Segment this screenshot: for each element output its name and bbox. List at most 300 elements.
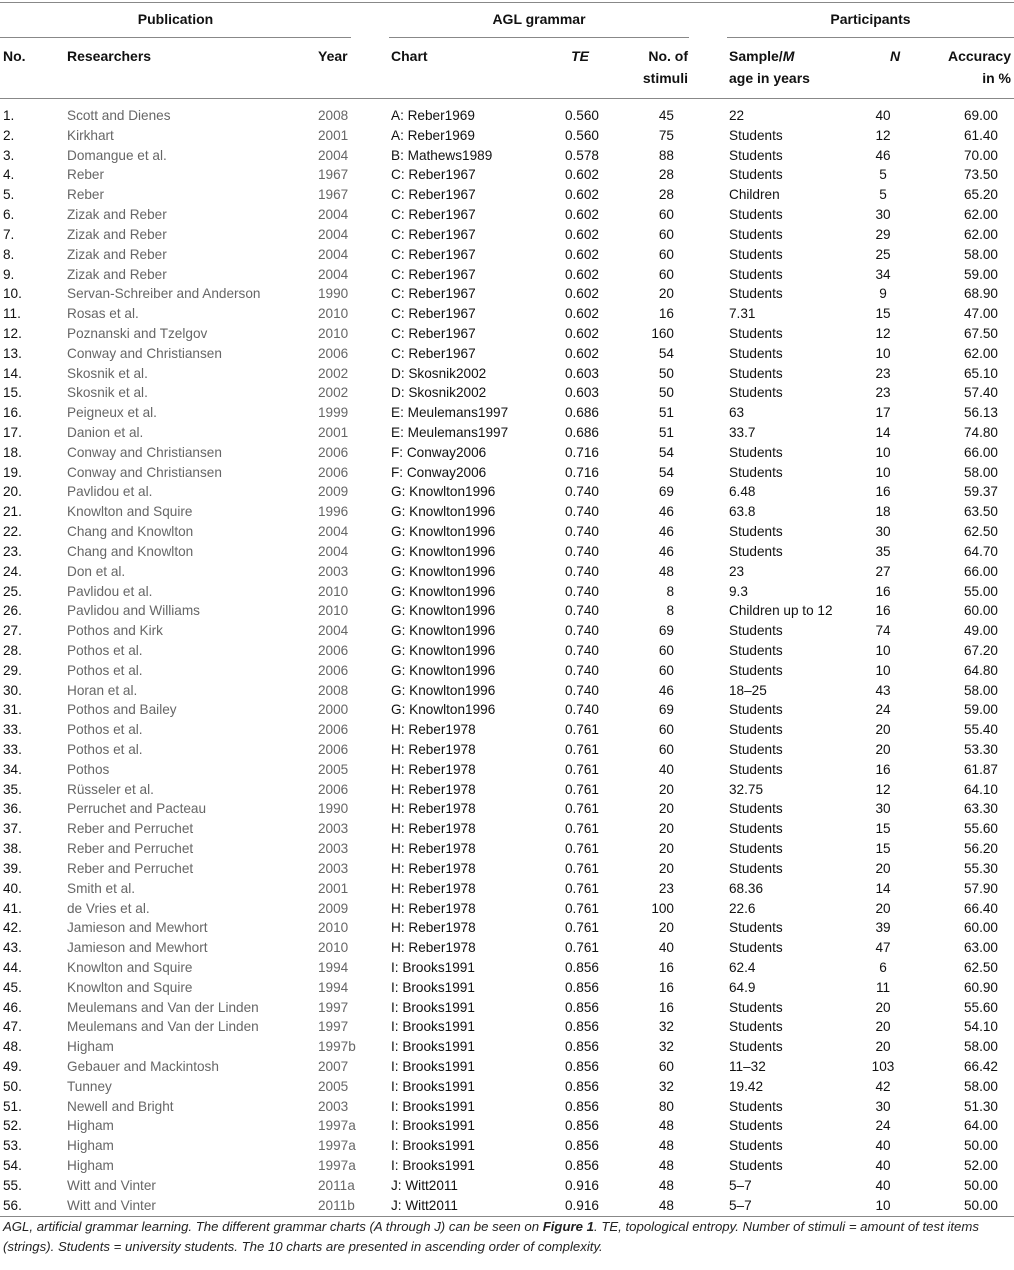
accuracy-cell: 66.42 — [963, 1059, 998, 1074]
n-cell: 10 — [875, 464, 891, 480]
sample-cell: Students — [729, 1158, 783, 1174]
table-row — [0, 185, 1014, 205]
table-row — [0, 918, 1014, 938]
sample-cell: 22.6 — [729, 900, 756, 916]
table-row — [0, 899, 1014, 919]
year-cell: 2003 — [318, 1098, 349, 1114]
year-cell: 1967 — [318, 187, 349, 203]
n-cell: 74 — [875, 623, 891, 639]
te-cell: 0.740 — [564, 583, 599, 599]
accuracy-cell: 66.40 — [963, 900, 998, 916]
stimuli-cell: 60 — [658, 226, 674, 242]
n-cell: 20 — [875, 860, 891, 876]
n-cell: 42 — [875, 1078, 891, 1094]
chart-cell: D: Skosnik2002 — [391, 365, 487, 381]
researchers-cell: Gebauer and Mackintosh — [67, 1059, 219, 1074]
stimuli-cell: 69 — [658, 484, 674, 500]
table-row — [0, 106, 1014, 126]
stimuli-cell: 16 — [658, 306, 674, 322]
table-row — [0, 1037, 1014, 1057]
n-cell: 16 — [875, 603, 891, 619]
table-row — [0, 958, 1014, 978]
sample-cell: Students — [729, 543, 783, 559]
n-cell: 10 — [875, 1197, 891, 1213]
chart-cell: G: Knowlton1996 — [391, 583, 496, 599]
stimuli-cell: 46 — [658, 682, 674, 698]
te-cell: 0.602 — [564, 246, 599, 262]
te-cell: 0.602 — [564, 266, 599, 282]
year-cell: 1990 — [318, 286, 349, 302]
row-number: 49. — [3, 1059, 22, 1074]
stimuli-cell: 54 — [658, 345, 674, 361]
researchers-cell: Pothos — [67, 761, 110, 777]
chart-cell: G: Knowlton1996 — [391, 603, 496, 619]
accuracy-cell: 63.00 — [963, 940, 998, 956]
sample-cell: Students — [729, 662, 783, 678]
year-cell: 1994 — [318, 959, 349, 975]
chart-cell: C: Reber1967 — [391, 226, 476, 242]
n-cell: 14 — [875, 425, 891, 440]
stimuli-cell: 54 — [658, 444, 674, 460]
table-row — [0, 839, 1014, 859]
year-cell: 2003 — [318, 841, 349, 857]
table-row — [0, 661, 1014, 681]
table-row — [0, 324, 1014, 344]
accuracy-cell: 58.00 — [963, 1039, 998, 1055]
row-number: 51. — [3, 1098, 22, 1114]
year-cell: 2010 — [318, 306, 349, 322]
te-cell: 0.856 — [564, 999, 599, 1015]
sample-cell: Students — [729, 920, 783, 936]
table-row — [0, 423, 1014, 443]
row-number: 3. — [3, 147, 15, 163]
researchers-cell: Perruchet and Pacteau — [67, 801, 207, 817]
table-row — [0, 978, 1014, 998]
chart-cell: C: Reber1967 — [391, 325, 476, 341]
chart-cell: C: Reber1967 — [391, 286, 476, 302]
te-cell: 0.740 — [564, 682, 599, 698]
accuracy-cell: 60.90 — [963, 979, 998, 995]
researchers-cell: Rüsseler et al. — [67, 781, 154, 797]
accuracy-cell: 51.30 — [963, 1098, 998, 1114]
year-cell: 1997a — [318, 1138, 356, 1154]
stimuli-cell: 54 — [658, 464, 674, 480]
te-cell: 0.578 — [564, 147, 599, 163]
accuracy-cell: 64.80 — [963, 662, 998, 678]
row-number: 9. — [3, 266, 15, 282]
row-number: 5. — [3, 187, 15, 203]
sample-cell: 33.7 — [729, 425, 756, 440]
researchers-cell: Reber and Perruchet — [67, 860, 194, 876]
te-cell: 0.856 — [564, 1118, 599, 1134]
sample-cell: 68.36 — [729, 880, 764, 896]
n-cell: 12 — [875, 781, 891, 797]
te-cell: 0.856 — [564, 1078, 599, 1094]
te-cell: 0.761 — [564, 742, 599, 757]
year-cell: 2005 — [318, 761, 349, 777]
te-cell: 0.761 — [564, 900, 599, 916]
n-cell: 29 — [875, 226, 891, 242]
group-header-agl-grammar: AGL grammar — [492, 11, 586, 27]
researchers-cell: Knowlton and Squire — [67, 959, 193, 975]
table-row — [0, 463, 1014, 483]
year-cell: 2004 — [318, 524, 349, 540]
accuracy-cell: 59.37 — [963, 484, 998, 500]
chart-cell: C: Reber1967 — [391, 187, 476, 203]
stimuli-cell: 32 — [658, 1078, 674, 1094]
table-row — [0, 364, 1014, 384]
table-row — [0, 720, 1014, 740]
chart-cell: G: Knowlton1996 — [391, 563, 496, 579]
year-cell: 1997b — [318, 1039, 356, 1055]
researchers-cell: Scott and Dienes — [67, 108, 171, 123]
sample-m-label: M — [782, 48, 795, 64]
year-cell: 2006 — [318, 464, 349, 480]
row-number: 46. — [3, 999, 22, 1015]
researchers-cell: Meulemans and Van der Linden — [67, 1019, 259, 1035]
chart-cell: I: Brooks1991 — [391, 1118, 475, 1134]
sample-cell: Children — [729, 187, 780, 203]
year-cell: 1996 — [318, 504, 349, 520]
researchers-cell: Reber — [67, 187, 105, 203]
accuracy-cell: 64.10 — [963, 781, 998, 797]
researchers-cell: Pavlidou et al. — [67, 583, 153, 599]
sample-cell: 5–7 — [729, 1177, 752, 1193]
row-number: 7. — [3, 226, 15, 242]
accuracy-cell: 58.00 — [963, 246, 998, 262]
row-number: 25. — [3, 583, 22, 599]
sample-cell: Students — [729, 821, 783, 837]
table-row — [0, 1136, 1014, 1156]
table-row — [0, 482, 1014, 502]
accuracy-cell: 64.70 — [963, 543, 998, 559]
row-number: 17. — [3, 425, 22, 440]
researchers-cell: Reber and Perruchet — [67, 821, 194, 837]
chart-cell: G: Knowlton1996 — [391, 623, 496, 639]
year-cell: 2003 — [318, 860, 349, 876]
chart-cell: G: Knowlton1996 — [391, 702, 496, 718]
researchers-cell: Higham — [67, 1039, 114, 1055]
row-number: 16. — [3, 405, 22, 421]
row-number: 39. — [3, 860, 22, 876]
te-cell: 0.761 — [564, 722, 599, 738]
table-row — [0, 383, 1014, 403]
te-cell: 0.686 — [564, 425, 599, 440]
table-row — [0, 1097, 1014, 1117]
year-cell: 2004 — [318, 266, 349, 282]
stimuli-cell: 60 — [658, 742, 674, 757]
te-cell: 0.856 — [564, 1059, 599, 1074]
sample-cell: Students — [729, 207, 783, 223]
n-cell: 10 — [875, 345, 891, 361]
accuracy-cell: 55.60 — [963, 821, 998, 837]
sample-cell: 63.8 — [729, 504, 756, 520]
year-cell: 2001 — [318, 880, 349, 896]
researchers-cell: Higham — [67, 1138, 114, 1154]
year-cell: 2005 — [318, 1078, 349, 1094]
row-number: 45. — [3, 979, 22, 995]
researchers-cell: Reber and Perruchet — [67, 841, 194, 857]
accuracy-cell: 58.00 — [963, 682, 998, 698]
n-cell: 20 — [875, 742, 891, 757]
sample-cell: Students — [729, 1098, 783, 1114]
table-row — [0, 304, 1014, 324]
accuracy-cell: 60.00 — [963, 603, 998, 619]
col-header-stimuli — [620, 45, 688, 89]
stimuli-cell: 20 — [658, 801, 674, 817]
sample-cell: Students — [729, 801, 783, 817]
te-cell: 0.716 — [564, 444, 599, 460]
year-cell: 2006 — [318, 444, 349, 460]
footnote-text-1: AGL, artificial grammar learning. The different grammar charts (A through J) can be seen on — [3, 1219, 543, 1234]
n-cell: 30 — [875, 207, 891, 223]
stimuli-cell: 48 — [658, 1138, 674, 1154]
n-cell: 18 — [875, 504, 891, 520]
sample-cell: 62.4 — [729, 959, 756, 975]
n-cell: 23 — [875, 365, 891, 381]
row-number: 26. — [3, 603, 22, 619]
year-cell: 2006 — [318, 662, 349, 678]
n-cell: 9 — [879, 286, 887, 302]
row-number: 33. — [3, 742, 22, 757]
row-number: 1. — [3, 108, 15, 123]
sample-cell: Students — [729, 860, 783, 876]
year-cell: 2004 — [318, 147, 349, 163]
chart-cell: F: Conway2006 — [391, 444, 487, 460]
n-cell: 43 — [875, 682, 891, 698]
stimuli-cell: 16 — [658, 999, 674, 1015]
n-cell: 40 — [875, 1138, 891, 1154]
n-cell: 10 — [875, 642, 891, 658]
chart-cell: H: Reber1978 — [391, 920, 476, 936]
row-number: 14. — [3, 365, 22, 381]
stimuli-cell: 46 — [658, 504, 674, 520]
chart-cell: I: Brooks1991 — [391, 1138, 475, 1154]
col-header-year: Year — [318, 48, 348, 64]
n-cell: 15 — [875, 841, 891, 857]
chart-cell: I: Brooks1991 — [391, 999, 475, 1015]
sample-cell: Students — [729, 246, 783, 262]
year-cell: 2003 — [318, 821, 349, 837]
year-cell: 2006 — [318, 345, 349, 361]
sample-cell: Students — [729, 167, 783, 183]
researchers-cell: Jamieson and Mewhort — [67, 920, 208, 936]
te-cell: 0.856 — [564, 979, 599, 995]
n-cell: 103 — [871, 1059, 895, 1074]
year-cell: 1990 — [318, 801, 349, 817]
year-cell: 1997a — [318, 1158, 356, 1174]
year-cell: 2000 — [318, 702, 349, 718]
stimuli-cell: 100 — [651, 900, 674, 916]
table-footnote — [3, 1217, 1008, 1257]
te-cell: 0.856 — [564, 1158, 599, 1174]
researchers-cell: Zizak and Reber — [67, 266, 167, 282]
sample-cell: Students — [729, 761, 783, 777]
accuracy-cell: 50.00 — [963, 1197, 998, 1213]
sample-cell: Students — [729, 841, 783, 857]
table-row — [0, 601, 1014, 621]
researchers-cell: Higham — [67, 1118, 114, 1134]
table-row — [0, 443, 1014, 463]
chart-cell: I: Brooks1991 — [391, 1158, 475, 1174]
n-cell: 25 — [875, 246, 891, 262]
sample-cell: Students — [729, 1019, 783, 1035]
sample-cell: Students — [729, 385, 783, 401]
row-number: 53. — [3, 1138, 22, 1154]
year-cell: 2004 — [318, 543, 349, 559]
te-cell: 0.740 — [564, 524, 599, 540]
te-label: TE — [571, 48, 589, 64]
col-header-te — [530, 45, 589, 67]
accuracy-cell: 62.00 — [963, 345, 998, 361]
table-row — [0, 799, 1014, 819]
n-cell: 30 — [875, 801, 891, 817]
table-row — [0, 502, 1014, 522]
table-row — [0, 126, 1014, 146]
stimuli-cell: 40 — [658, 940, 674, 956]
n-cell: 6 — [879, 959, 887, 975]
chart-cell: I: Brooks1991 — [391, 1039, 475, 1055]
year-cell: 2010 — [318, 325, 349, 341]
researchers-cell: Skosnik et al. — [67, 365, 148, 381]
col-header-accuracy-line1: Accuracy — [947, 48, 1011, 64]
row-number: 27. — [3, 623, 22, 639]
row-number: 56. — [3, 1197, 22, 1213]
table-row — [0, 1156, 1014, 1176]
te-cell: 0.560 — [564, 108, 599, 123]
sample-cell: Students — [729, 365, 783, 381]
stimuli-cell: 20 — [658, 821, 674, 837]
row-number: 43. — [3, 940, 22, 956]
accuracy-cell: 67.50 — [963, 325, 998, 341]
researchers-cell: Conway and Christiansen — [67, 464, 222, 480]
sample-cell: Students — [729, 1138, 783, 1154]
sample-cell: Students — [729, 345, 783, 361]
year-cell: 2006 — [318, 642, 349, 658]
stimuli-cell: 51 — [658, 425, 674, 440]
chart-cell: A: Reber1969 — [391, 108, 475, 123]
footnote-figure-link[interactable]: Figure 1 — [542, 1219, 594, 1234]
table-row — [0, 562, 1014, 582]
researchers-cell: Reber — [67, 167, 105, 183]
n-cell: 24 — [875, 702, 891, 718]
chart-cell: H: Reber1978 — [391, 900, 476, 916]
n-cell: 20 — [875, 1019, 891, 1035]
table-row — [0, 938, 1014, 958]
table-row — [0, 641, 1014, 661]
te-cell: 0.740 — [564, 563, 599, 579]
col-header-accuracy — [920, 45, 1011, 89]
stimuli-cell: 48 — [658, 1197, 674, 1213]
stimuli-cell: 60 — [658, 722, 674, 738]
te-cell: 0.916 — [564, 1177, 599, 1193]
footnote-text-2: . TE, topological entropy. Number of stimuli = amount of test items (strings). Students = university students. The 10 charts are presented in ascending order of complexity. — [3, 1219, 979, 1254]
n-cell: 20 — [875, 999, 891, 1015]
stimuli-cell: 20 — [658, 286, 674, 302]
stimuli-cell: 32 — [658, 1039, 674, 1055]
researchers-cell: de Vries et al. — [67, 900, 150, 916]
year-cell: 2007 — [318, 1059, 349, 1074]
researchers-cell: Pothos and Kirk — [67, 623, 163, 639]
researchers-cell: Skosnik et al. — [67, 385, 148, 401]
te-cell: 0.740 — [564, 662, 599, 678]
stimuli-cell: 16 — [658, 979, 674, 995]
te-cell: 0.740 — [564, 623, 599, 639]
te-cell: 0.761 — [564, 920, 599, 936]
year-cell: 2008 — [318, 108, 349, 123]
row-number: 36. — [3, 801, 22, 817]
sample-cell: 22 — [729, 108, 745, 123]
chart-cell: A: Reber1969 — [391, 127, 475, 143]
table-row — [0, 819, 1014, 839]
row-number: 35. — [3, 781, 22, 797]
researchers-cell: Pothos et al. — [67, 642, 143, 658]
n-cell: 24 — [875, 1118, 891, 1134]
accuracy-cell: 59.00 — [963, 702, 998, 718]
chart-cell: H: Reber1978 — [391, 880, 476, 896]
stimuli-cell: 60 — [658, 266, 674, 282]
stimuli-cell: 50 — [658, 385, 674, 401]
accuracy-cell: 60.00 — [963, 920, 998, 936]
n-cell: 20 — [875, 1039, 891, 1055]
year-cell: 2008 — [318, 682, 349, 698]
n-cell: 10 — [875, 662, 891, 678]
chart-cell: H: Reber1978 — [391, 821, 476, 837]
row-number: 34. — [3, 761, 22, 777]
n-cell: 5 — [879, 187, 887, 203]
stimuli-cell: 46 — [658, 543, 674, 559]
row-number: 41. — [3, 900, 22, 916]
sample-cell: Students — [729, 742, 783, 757]
sample-cell: 5–7 — [729, 1197, 752, 1213]
te-cell: 0.740 — [564, 504, 599, 520]
sample-cell: 18–25 — [729, 682, 767, 698]
te-cell: 0.761 — [564, 781, 599, 797]
sample-cell: Students — [729, 999, 783, 1015]
table-row — [0, 542, 1014, 562]
table-row — [0, 1116, 1014, 1136]
year-cell: 1997 — [318, 1019, 349, 1035]
col-header-n — [872, 45, 918, 67]
stimuli-cell: 20 — [658, 781, 674, 797]
accuracy-cell: 50.00 — [963, 1177, 998, 1193]
n-cell: 40 — [875, 1158, 891, 1174]
researchers-cell: Knowlton and Squire — [67, 979, 193, 995]
year-cell: 2004 — [318, 246, 349, 262]
year-cell: 2010 — [318, 940, 349, 956]
chart-cell: H: Reber1978 — [391, 742, 476, 757]
researchers-cell: Pothos and Bailey — [67, 702, 177, 718]
accuracy-cell: 55.30 — [963, 860, 998, 876]
accuracy-cell: 55.40 — [963, 722, 998, 738]
chart-cell: G: Knowlton1996 — [391, 524, 496, 540]
accuracy-cell: 59.00 — [963, 266, 998, 282]
table-row — [0, 582, 1014, 602]
te-cell: 0.856 — [564, 959, 599, 975]
n-cell: 30 — [875, 1098, 891, 1114]
stimuli-cell: 69 — [658, 702, 674, 718]
header-bottom-rule — [0, 98, 1014, 99]
n-cell: 12 — [875, 127, 891, 143]
n-cell: 5 — [879, 167, 887, 183]
sample-cell: 64.9 — [729, 979, 756, 995]
chart-cell: I: Brooks1991 — [391, 1019, 475, 1035]
row-number: 44. — [3, 959, 22, 975]
accuracy-cell: 63.30 — [963, 801, 998, 817]
researchers-cell: Peigneux et al. — [67, 405, 157, 421]
sample-cell: Students — [729, 722, 783, 738]
table-row — [0, 879, 1014, 899]
